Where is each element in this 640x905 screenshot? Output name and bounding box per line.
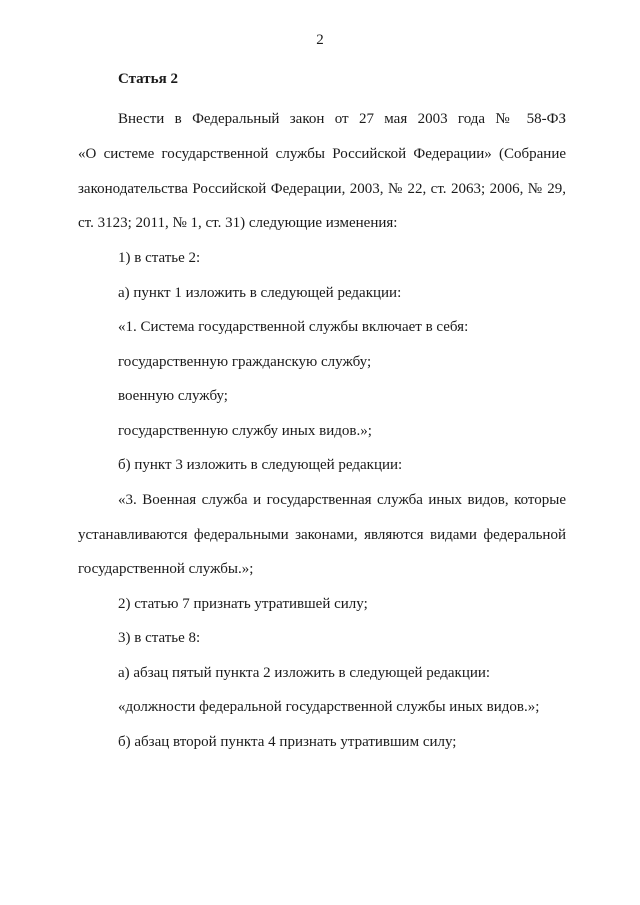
paragraph-line: Внести в Федеральный закон от 27 мая 2003 года № 58-ФЗ [118, 111, 566, 127]
list-item: 3) в статье 8: [118, 630, 201, 646]
quoted-line: военную службу; [118, 388, 228, 404]
list-item: б) пункт 3 изложить в следующей редакции: [118, 457, 403, 473]
list-item: б) абзац второй пункта 4 признать утратившим силу; [118, 734, 457, 750]
quoted-line: «должности федеральной государственной службы иных видов.»; [118, 699, 540, 715]
paragraph-line: ст. 3123; 2011, № 1, ст. 31) следующие изменения: [78, 215, 398, 231]
quoted-line: «3. Военная служба и государственная служба иных видов, которые [118, 492, 566, 508]
list-item: а) пункт 1 изложить в следующей редакции: [118, 285, 402, 301]
quoted-line: государственную гражданскую службу; [118, 354, 372, 370]
list-item: 2) статью 7 признать утратившей силу; [118, 596, 368, 612]
article-heading: Статья 2 [118, 71, 178, 87]
paragraph-line: «О системе государственной службы Российской Федерации» (Собрание [78, 146, 566, 162]
list-item: а) абзац пятый пункта 2 изложить в следующей редакции: [118, 665, 491, 681]
list-item: 1) в статье 2: [118, 250, 201, 266]
quoted-line: устанавливаются федеральными законами, являются видами федеральной [78, 527, 566, 543]
paragraph-line: законодательства Российской Федерации, 2003, № 22, ст. 2063; 2006, № 29, [78, 181, 566, 197]
page-number: 2 [316, 32, 324, 48]
quoted-line: государственную службу иных видов.»; [118, 423, 372, 439]
quoted-line: «1. Система государственной службы включает в себя: [118, 319, 469, 335]
quoted-line: государственной службы.»; [78, 561, 254, 577]
